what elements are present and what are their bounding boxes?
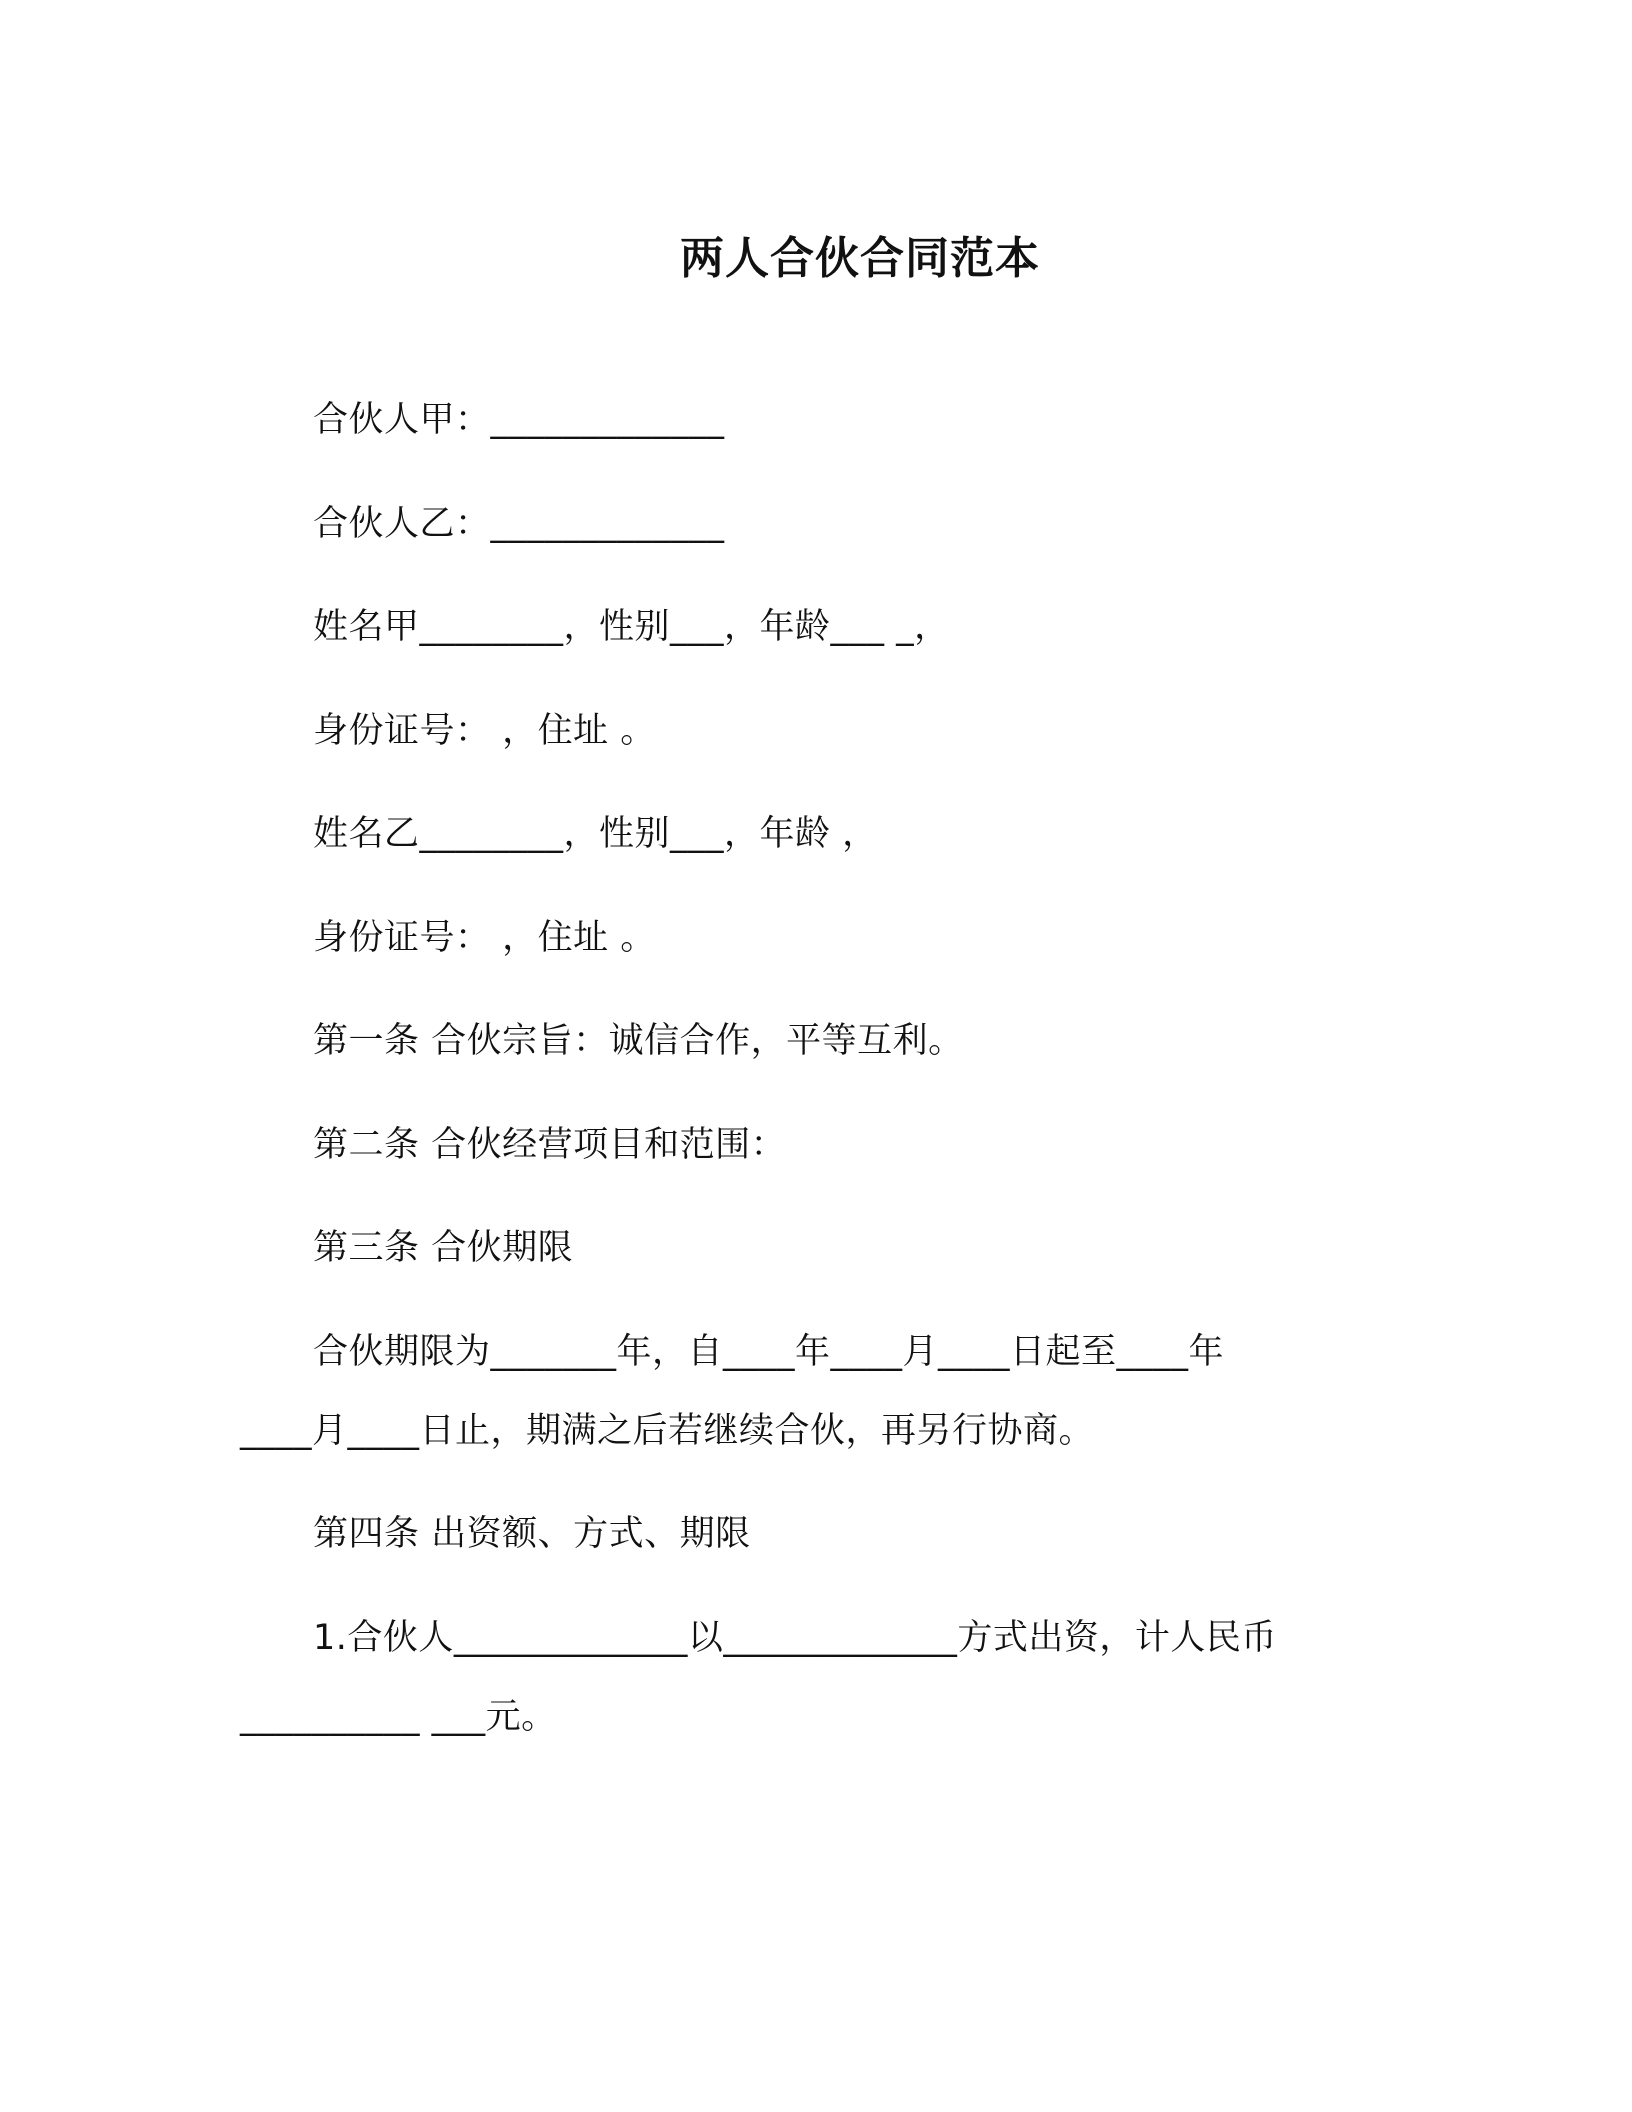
document-title: 两人合伙合同范本 (680, 233, 1040, 284)
article-3-line: 第三条 合伙期限 (313, 1228, 574, 1268)
name-a-line: 姓名甲________，性别___，年龄___ _， (313, 607, 950, 647)
article-4-line: 第四条 出资额、方式、期限 (313, 1514, 751, 1554)
article-2-line: 第二条 合伙经营项目和范围： (313, 1125, 787, 1165)
contribution-line-2: __________ ___元。 (240, 1697, 557, 1737)
id-a-line: 身份证号： ，住址 。 (313, 711, 656, 751)
id-b-line: 身份证号： ，住址 。 (313, 918, 656, 958)
contribution-line-1: 1.合伙人_____________以_____________方式出资，计人民币 (313, 1618, 1277, 1658)
name-b-line: 姓名乙________，性别___，年龄 ， (313, 814, 878, 854)
article-1-line: 第一条 合伙宗旨：诚信合作，平等互利。 (313, 1021, 964, 1061)
term-line-1: 合伙期限为_______年，自____年____月____日起至____年 (313, 1332, 1225, 1372)
partner-a-line: 合伙人甲：_____________ (313, 400, 725, 440)
term-line-2: ____月____日止，期满之后若继续合伙，再另行协商。 (240, 1411, 1095, 1451)
partner-b-line: 合伙人乙：_____________ (313, 504, 725, 544)
